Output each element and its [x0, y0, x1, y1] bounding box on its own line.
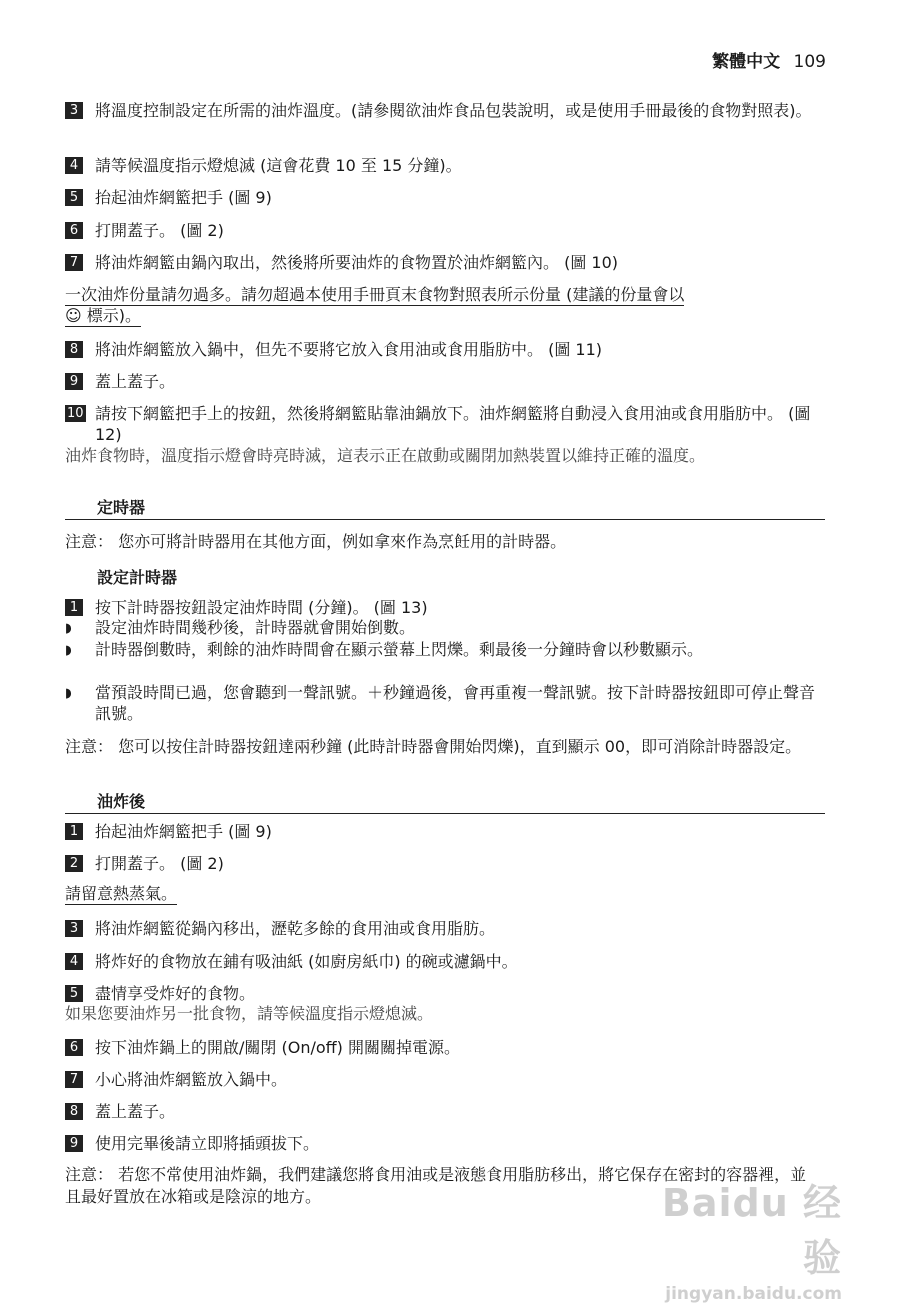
step-number: 5: [65, 189, 83, 206]
step-number: 6: [65, 222, 83, 239]
watermark-logo: Baidu 经验: [661, 1181, 842, 1280]
step-number: 1: [65, 823, 83, 840]
warning-line: 請留意熱蒸氣。: [65, 884, 178, 903]
step-number: 5: [65, 985, 83, 1002]
step-10: [65, 403, 818, 445]
step-number: 4: [65, 953, 83, 970]
page-header: [712, 47, 826, 72]
page-number: 109: [793, 52, 826, 72]
step-9: [65, 371, 818, 392]
bullet-item: [65, 617, 818, 638]
another-batch-note: 如果您要油炸另一批食物，請等候溫度指示燈熄滅。: [65, 1004, 434, 1023]
warning-line: ☺ 標示)。: [65, 306, 142, 325]
after-step-9: [65, 1133, 818, 1154]
step-number: 9: [65, 1135, 83, 1152]
after-step-4: [65, 951, 818, 972]
watermark-url: jingyan.baidu.com: [665, 1284, 842, 1304]
step-text: 蓋上蓋子。: [95, 372, 176, 391]
step-number: 7: [65, 254, 83, 271]
set-timer-heading: 設定計時器: [97, 568, 178, 587]
step-number: 8: [65, 341, 83, 358]
bullet-text: 計時器倒數時，剩餘的油炸時間會在顯示螢幕上閃爍。剩最後一分鐘時會以秒數顯示。: [95, 640, 704, 659]
step-text: 打開蓋子。 (圖 2): [95, 221, 224, 240]
step-text: 將油炸網籃放入鍋中，但先不要將它放入食用油或食用脂肪中。 (圖 11): [95, 340, 603, 359]
step-text: 抬起油炸網籃把手 (圖 9): [95, 822, 272, 841]
section-after-frying: 油炸後: [65, 791, 825, 814]
step-number: 6: [65, 1039, 83, 1056]
step-number: 8: [65, 1103, 83, 1120]
step-4: [65, 155, 818, 176]
timer-note: 注意： 您亦可將計時器用在其他方面，例如拿來作為烹飪用的計時器。: [65, 532, 567, 551]
step-number: 3: [65, 102, 83, 119]
bullet-item: [65, 682, 818, 724]
warning-line: 一次油炸份量請勿過多。請勿超過本使用手冊頁末食物對照表所示份量 (建議的份量會以: [65, 285, 685, 304]
step-text: 將溫度控制設定在所需的油炸溫度。(請參閱欲油炸食品包裝說明，或是使用手冊最後的食物對照表)。: [95, 101, 812, 120]
step-number: 4: [65, 157, 83, 174]
after-step-2: [65, 853, 818, 874]
step-text: 將油炸網籃由鍋內取出，然後將所要油炸的食物置於油炸網籃內。 (圖 10): [95, 253, 619, 272]
after-step-1: [65, 821, 818, 842]
step-number: 10: [67, 406, 84, 421]
step-text: 請按下網籃把手上的按鈕，然後將網籃貼靠油鍋放下。油炸網籃將自動浸入食用油或食用脂肪中。 (圖 12): [95, 404, 811, 444]
step-text: 按下計時器按鈕設定油炸時間 (分鐘)。 (圖 13): [95, 598, 428, 617]
step-text: 盡情享受炸好的食物。: [95, 984, 256, 1003]
steam-warning: [65, 884, 177, 905]
after-step-7: [65, 1069, 818, 1090]
step-3: [65, 100, 818, 121]
after-step-3: [65, 918, 818, 939]
step-number: 7: [65, 1071, 83, 1088]
step-number: 9: [65, 373, 83, 390]
timer-note-2: 注意： 您可以按住計時器按鈕達兩秒鐘 (此時計時器會開始閃爍)，直到顯示 00，即可消除計時器設定。: [65, 737, 802, 756]
step-text: 打開蓋子。 (圖 2): [95, 854, 224, 873]
after-step-6: [65, 1037, 818, 1058]
bullet-icon: ◗: [65, 643, 72, 658]
bullet-icon: ◗: [65, 621, 72, 636]
step-number: 3: [65, 920, 83, 937]
step-6: [65, 220, 818, 241]
timer-step-1: [65, 597, 818, 618]
bullet-item: [65, 639, 818, 660]
step-number: 2: [65, 855, 83, 872]
step-text: 小心將油炸網籃放入鍋中。: [95, 1070, 288, 1089]
step-8: [65, 339, 818, 360]
frying-note: 油炸食物時，溫度指示燈會時亮時滅，這表示正在啟動或關閉加熱裝置以維持正確的溫度。: [65, 446, 706, 465]
step-number: 1: [65, 599, 83, 616]
step-5: [65, 187, 818, 208]
step-text: 蓋上蓋子。: [95, 1102, 176, 1121]
bullet-icon: ◗: [65, 686, 72, 701]
step-text: 使用完畢後請立即將插頭拔下。: [95, 1134, 320, 1153]
bullet-text: 當預設時間已過，您會聽到一聲訊號。＋秒鐘過後，會再重複一聲訊號。按下計時器按鈕即可停止聲音訊號。: [95, 683, 816, 723]
section-timer: 定時器: [65, 497, 825, 520]
step-text: 抬起油炸網籃把手 (圖 9): [95, 188, 272, 207]
language-label: 繁體中文: [712, 52, 781, 72]
overfill-warning: [65, 285, 684, 327]
step-7: [65, 252, 818, 273]
after-step-8: [65, 1101, 818, 1122]
after-step-5: [65, 983, 818, 1004]
step-text: 按下油炸鍋上的開啟/關閉 (On/off) 開關關掉電源。: [95, 1038, 460, 1057]
storage-note: 注意： 若您不常使用油炸鍋，我們建議您將食用油或是液態食用脂肪移出，將它保存在密封的容器裡，並且最好置放在冰箱或是陰涼的地方。: [65, 1165, 807, 1206]
bullet-text: 設定油炸時間幾秒後，計時器就會開始倒數。: [95, 618, 416, 637]
step-text: 請等候溫度指示燈熄滅 (這會花費 10 至 15 分鐘)。: [95, 156, 462, 175]
step-text: 將炸好的食物放在鋪有吸油紙 (如廚房紙巾) 的碗或濾鍋中。: [95, 952, 518, 971]
step-text: 將油炸網籃從鍋內移出，瀝乾多餘的食用油或食用脂肪。: [95, 919, 496, 938]
baidu-watermark: [642, 1172, 842, 1304]
